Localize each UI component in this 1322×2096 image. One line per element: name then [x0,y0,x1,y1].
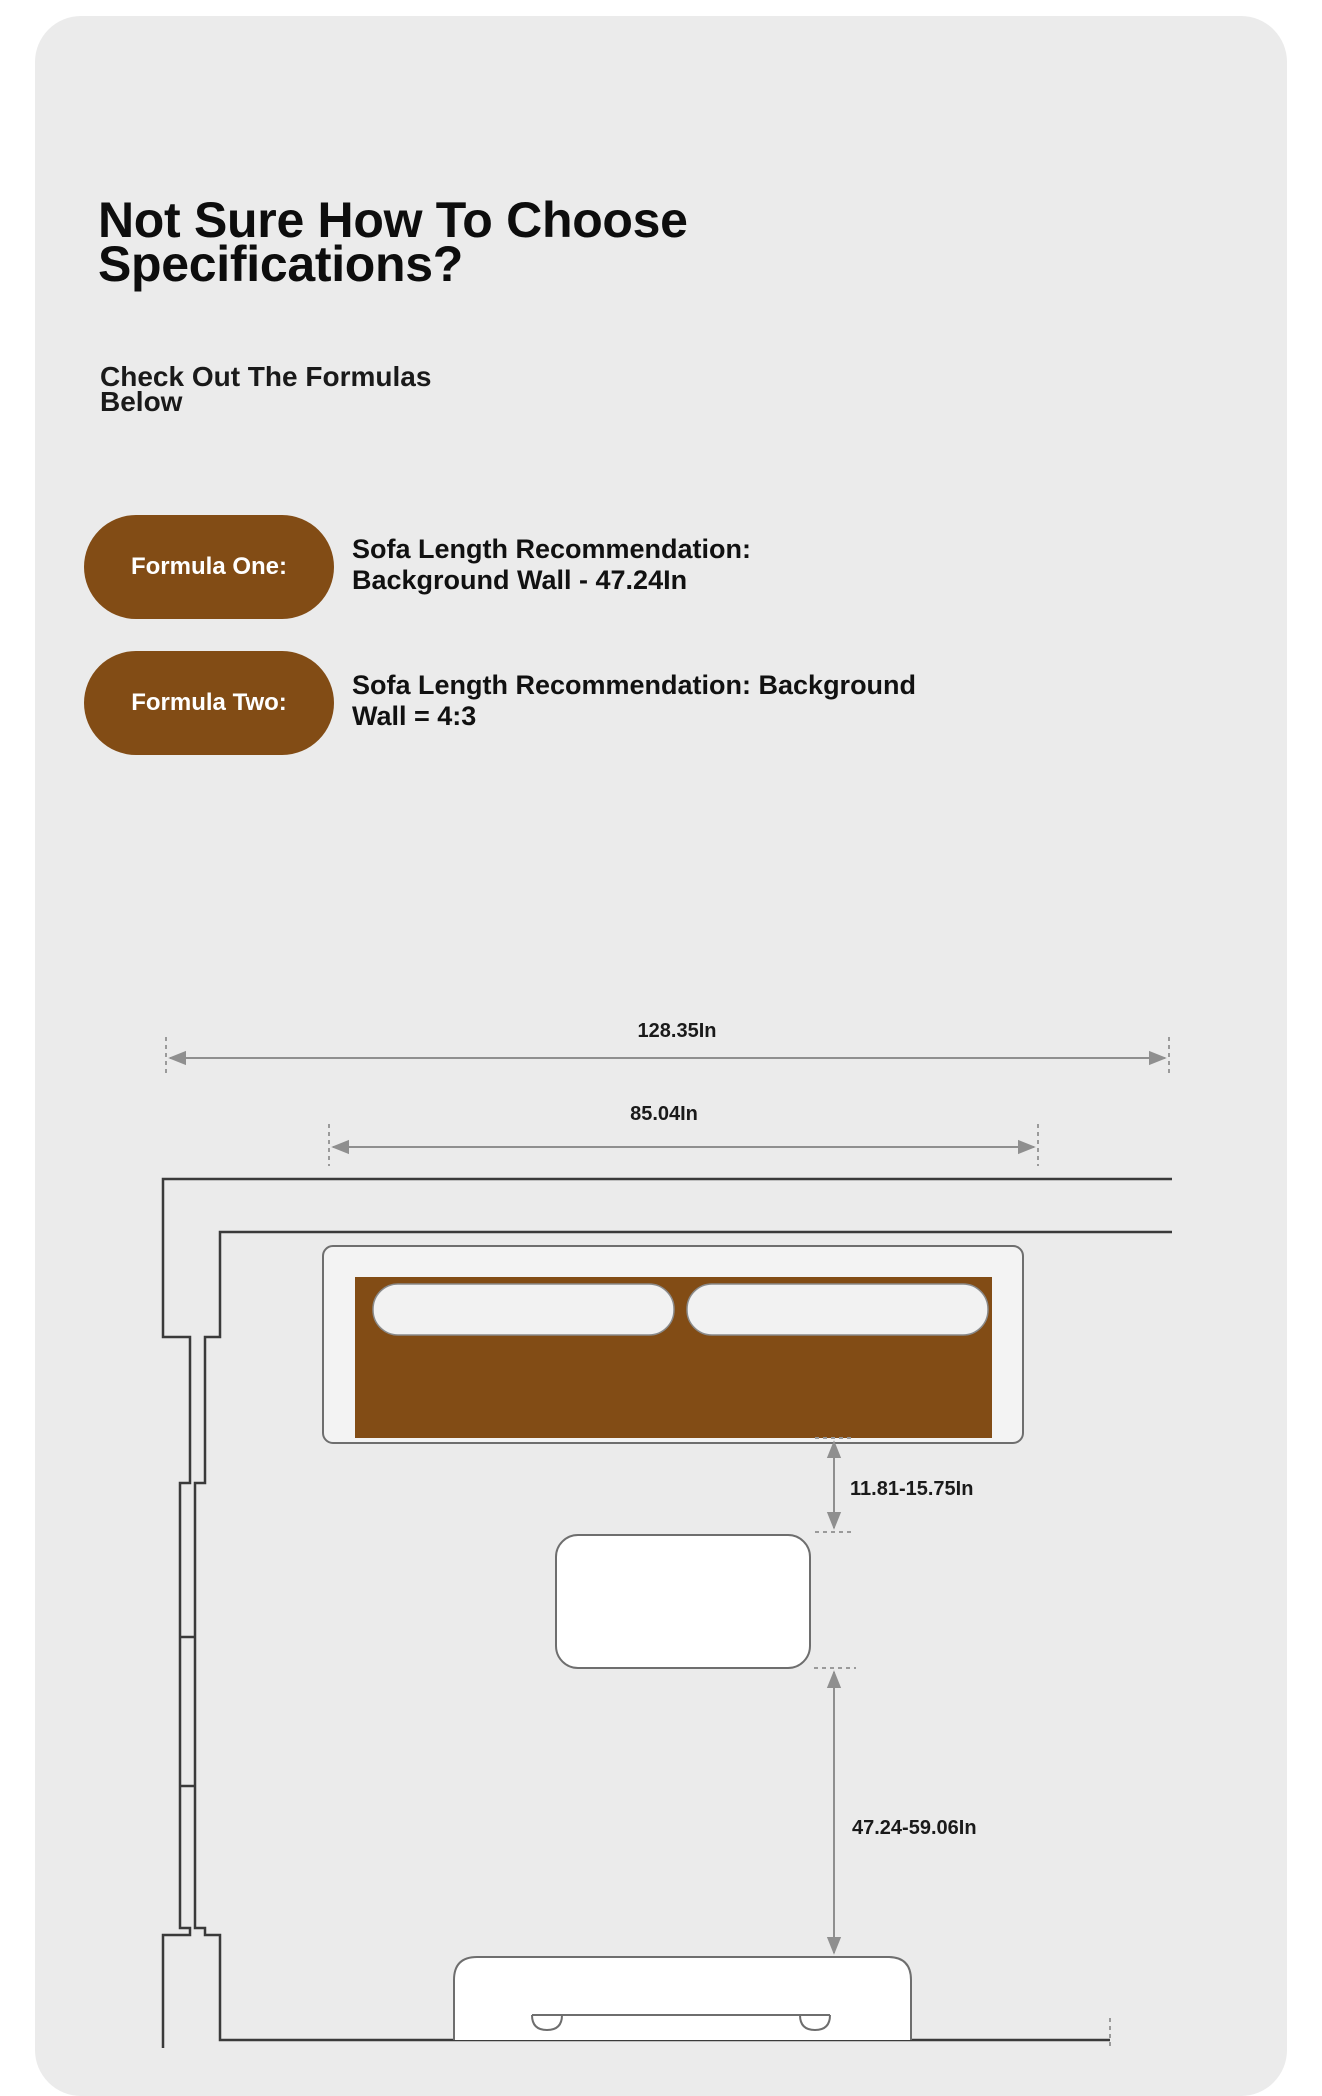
tv-cabinet [454,1957,911,2040]
table-to-tv-label: 47.24-59.06In [852,1817,977,1839]
sofa-width-dimension [329,1103,1038,1166]
tv-cabinet-body [454,1957,911,2040]
title-line-1: Not Sure How To Choose [98,192,688,248]
subtitle-line-2: Below [100,386,183,417]
formula-two-label: Formula Two: [131,689,287,716]
formula-two-line-2: Wall = 4:3 [352,701,477,731]
sofa-cushion-right [687,1284,988,1335]
formula-one-line-1: Sofa Length Recommendation: [352,534,752,564]
formula-two-line-1: Sofa Length Recommendation: Background [352,670,917,700]
sofa-cushion-left [373,1284,674,1335]
coffee-table [556,1535,810,1668]
subtitle-line-1: Check Out The Formulas [100,361,432,392]
sofa [323,1246,1023,1443]
formula-one-line-2: Background Wall - 47.24In [352,565,688,595]
sofa-width-label: 85.04In [630,1103,698,1125]
wall-width-label: 128.35In [637,1020,717,1042]
sofa-to-table-label: 11.81-15.75In [850,1478,974,1500]
sofa-to-table-dimension [815,1438,973,1532]
table-to-tv-dimension [814,1668,977,1953]
wall-width-dimension [166,1020,1169,1077]
title-line-2: Specifications? [98,236,464,292]
formula-one-label: Formula One: [130,553,287,580]
